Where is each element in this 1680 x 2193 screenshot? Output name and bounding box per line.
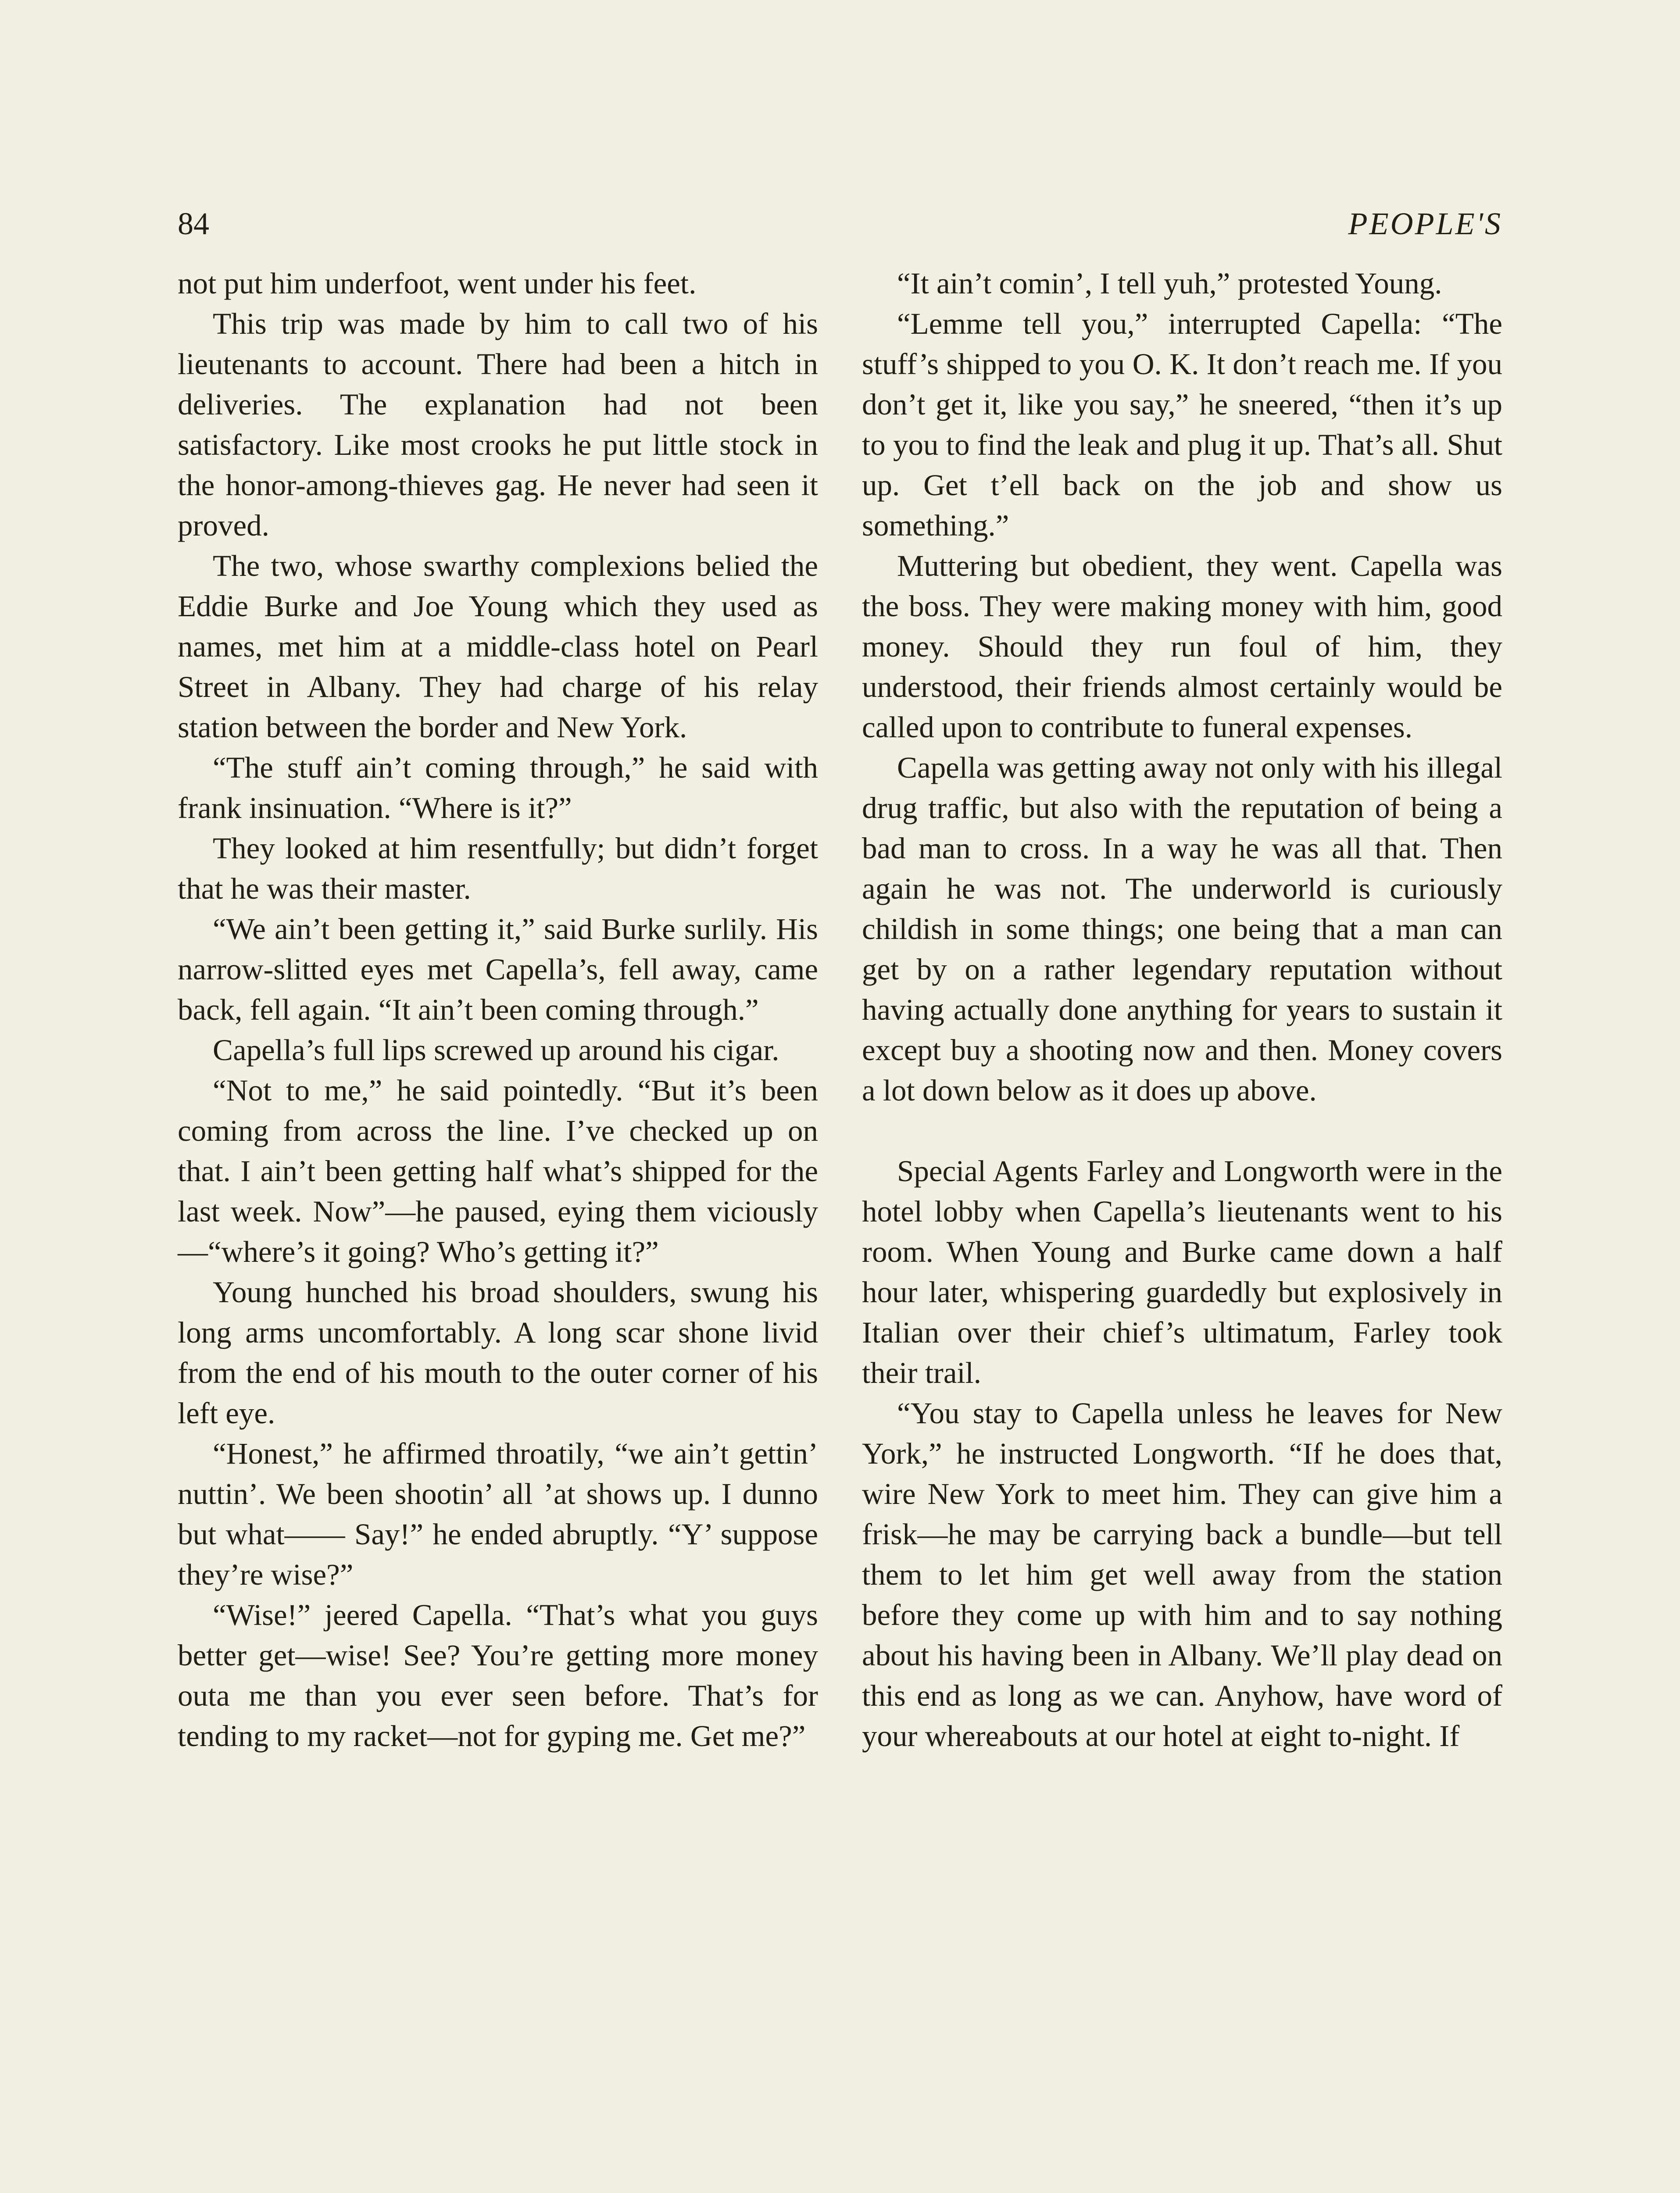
page-header <box>178 200 1502 248</box>
section-start-paragraph: Special Agents Farley and Longworth were in the hotel lobby when Capella’s lieutenants went to his room. When Young and Burke came down a half hour later, whispering guardedly but explosively in Italian over their chief’s ultimatum, Farley took their trail. <box>862 1154 1502 1389</box>
left-column <box>178 263 818 1756</box>
paragraph: Muttering but obedient, they went. Capella was the boss. They were making money with him, good money. Should they run foul of him, they understood, their friends almost certainly would be called upon to contribute to funeral expenses. <box>862 549 1502 744</box>
paragraph: They looked at him resentfully; but didn’t forget that he was their master. <box>178 832 818 905</box>
paragraph: The two, whose swarthy complexions belied the Eddie Burke and Joe Young which they used as names, met him at a middle-class hotel on Pearl Street in Albany. They had charge of his relay station between the border and New York. <box>178 549 818 744</box>
paragraph: This trip was made by him to call two of his lieutenants to account. There had been a hitch in deliveries. The explanation had not been satisfactory. Like most crooks he put little stock in the honor-among-thieves gag. He never had seen it proved. <box>178 307 818 542</box>
paragraph: “You stay to Capella unless he leaves for New York,” he instructed Longworth. “If he does that, wire New York to meet him. They can give him a frisk—he may be carrying back a bundle—but tell them to let him get well away from the station before they come up with him and to say nothing about his having been in Albany. We’ll play dead on this end as long as we can. Anyhow, have word of your whereabouts at our hotel at eight to-night. If <box>862 1397 1502 1753</box>
paragraph: not put him underfoot, went under his feet. <box>178 267 697 300</box>
paragraph: Capella’s full lips screwed up around his cigar. <box>213 1033 779 1067</box>
paragraph: “Lemme tell you,” interrupted Capella: “The stuff’s shipped to you O. K. It don’t reach me. If you don’t get it, like you say,” he sneered, “then it’s up to you to find the leak and plug it up. That’s all. Shut up. Get t’ell back on the job and show us something.” <box>862 307 1502 542</box>
paragraph: “It ain’t comin’, I tell yuh,” protested Young. <box>897 267 1442 300</box>
right-column <box>862 263 1502 1756</box>
paragraph: “We ain’t been getting it,” said Burke surlily. His narrow-slitted eyes met Capella’s, fell away, came back, fell again. “It ain’t been coming through.” <box>178 912 818 1026</box>
paragraph: Young hunched his broad shoulders, swung his long arms uncomfortably. A long scar shone livid from the end of his mouth to the outer corner of his left eye. <box>178 1275 818 1430</box>
paragraph: Capella was getting away not only with his illegal drug traffic, but also with the reputation of being a bad man to cross. In a way he was all that. Then again he was not. The underworld is curiously childish in some things; one being that a man can get by on a rather legendary reputation without having actually done anything for years to sustain it except buy a shooting now and then. Money covers a lot down below as it does up above. <box>862 751 1502 1107</box>
running-head: PEOPLE'S <box>1348 206 1502 241</box>
paragraph: “Wise!” jeered Capella. “That’s what you guys better get—wise! See? You’re getting more money outa me than you ever seen before. That’s for tending to my racket—not for gyping me. Get me?” <box>178 1598 818 1753</box>
paragraph: “The stuff ain’t coming through,” he said with frank insinuation. “Where is it?” <box>178 751 818 825</box>
paragraph: “Not to me,” he said pointedly. “But it’s been coming from across the line. I’ve checked up on that. I ain’t been getting half what’s shipped for the last week. Now”—he paused, eying them viciously—“where’s it going? Who’s getting it?” <box>178 1074 818 1268</box>
page-number: 84 <box>178 206 209 241</box>
paragraph: “Honest,” he affirmed throatily, “we ain’t gettin’ nuttin’. We been shootin’ all ’at shows up. I dunno but what—— Say!” he ended abruptly. “Y’ suppose they’re wise?” <box>178 1437 818 1591</box>
